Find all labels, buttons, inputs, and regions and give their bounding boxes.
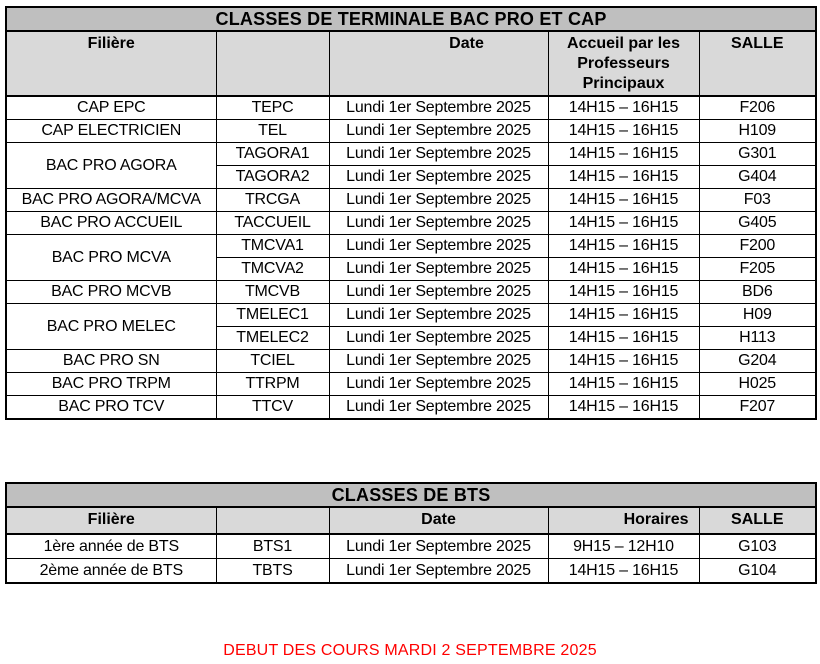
filiere-cell: BAC PRO MELEC xyxy=(6,304,216,350)
horaire-cell: 14H15 – 16H15 xyxy=(548,396,699,420)
start-of-classes-note: DEBUT DES COURS MARDI 2 SEPTEMBRE 2025 xyxy=(223,642,597,659)
filiere-cell: BAC PRO MCVA xyxy=(6,235,216,281)
code-cell: TMELEC1 xyxy=(216,304,329,327)
horaire-cell: 14H15 – 16H15 xyxy=(548,96,699,120)
code-cell: TBTS xyxy=(216,559,329,584)
horaire-cell: 14H15 – 16H15 xyxy=(548,143,699,166)
horaire-cell: 14H15 – 16H15 xyxy=(548,304,699,327)
date-cell: Lundi 1er Septembre 2025 xyxy=(329,143,548,166)
horaire-cell: 14H15 – 16H15 xyxy=(548,373,699,396)
date-cell: Lundi 1er Septembre 2025 xyxy=(329,396,548,420)
horaire-cell: 14H15 – 16H15 xyxy=(548,258,699,281)
code-cell: TMCVA2 xyxy=(216,258,329,281)
horaire-cell: 14H15 – 16H15 xyxy=(548,281,699,304)
table-title: CLASSES DE BTS xyxy=(6,483,816,507)
filiere-cell: BAC PRO AGORA/MCVA xyxy=(6,189,216,212)
date-cell: Lundi 1er Septembre 2025 xyxy=(329,534,548,559)
salle-cell: G204 xyxy=(699,350,816,373)
date-cell: Lundi 1er Septembre 2025 xyxy=(329,189,548,212)
code-cell: TTCV xyxy=(216,396,329,420)
table-row xyxy=(6,189,816,212)
date-cell: Lundi 1er Septembre 2025 xyxy=(329,96,548,120)
horaire-cell: 9H15 – 12H10 xyxy=(548,534,699,559)
horaire-cell: 14H15 – 16H15 xyxy=(548,350,699,373)
code-cell: TMCVA1 xyxy=(216,235,329,258)
code-cell: TEPC xyxy=(216,96,329,120)
code-cell: TMCVB xyxy=(216,281,329,304)
filiere-cell: BAC PRO ACCUEIL xyxy=(6,212,216,235)
table-row xyxy=(6,96,816,120)
date-cell: Lundi 1er Septembre 2025 xyxy=(329,559,548,584)
horaire-cell: 14H15 – 16H15 xyxy=(548,327,699,350)
column-header-accueil: Accueil par les Professeurs Principaux xyxy=(548,31,699,96)
code-cell: TEL xyxy=(216,120,329,143)
salle-cell: F207 xyxy=(699,396,816,420)
date-cell: Lundi 1er Septembre 2025 xyxy=(329,327,548,350)
date-cell: Lundi 1er Septembre 2025 xyxy=(329,212,548,235)
filiere-cell: BAC PRO MCVB xyxy=(6,281,216,304)
column-header-salle: SALLE xyxy=(699,31,816,96)
code-cell: TTRPM xyxy=(216,373,329,396)
column-header-horaires: Horaires xyxy=(548,507,699,534)
table-title-row xyxy=(6,7,816,31)
filiere-cell: 2ème année de BTS xyxy=(6,559,216,584)
table-row xyxy=(6,281,816,304)
horaire-cell: 14H15 – 16H15 xyxy=(548,212,699,235)
filiere-cell: CAP EPC xyxy=(6,96,216,120)
salle-cell: G301 xyxy=(699,143,816,166)
filiere-cell: BAC PRO SN xyxy=(6,350,216,373)
date-cell: Lundi 1er Septembre 2025 xyxy=(329,373,548,396)
table-title-row xyxy=(6,483,816,507)
table-row xyxy=(6,304,816,327)
date-cell: Lundi 1er Septembre 2025 xyxy=(329,258,548,281)
date-cell: Lundi 1er Septembre 2025 xyxy=(329,235,548,258)
salle-cell: H109 xyxy=(699,120,816,143)
table-row xyxy=(6,120,816,143)
horaire-cell: 14H15 – 16H15 xyxy=(548,559,699,584)
salle-cell: F200 xyxy=(699,235,816,258)
filiere-cell: 1ère année de BTS xyxy=(6,534,216,559)
column-header-date: Date xyxy=(329,507,548,534)
table-row xyxy=(6,534,816,559)
salle-cell: H025 xyxy=(699,373,816,396)
salle-cell: G405 xyxy=(699,212,816,235)
salle-cell: F205 xyxy=(699,258,816,281)
salle-cell: H09 xyxy=(699,304,816,327)
code-cell: BTS1 xyxy=(216,534,329,559)
code-cell: TRCGA xyxy=(216,189,329,212)
bts-table xyxy=(5,482,817,584)
table-row xyxy=(6,373,816,396)
table-title: CLASSES DE TERMINALE BAC PRO ET CAP xyxy=(6,7,816,31)
salle-cell: H113 xyxy=(699,327,816,350)
filiere-cell: BAC PRO TRPM xyxy=(6,373,216,396)
table-row xyxy=(6,396,816,420)
column-header-filiere: Filière xyxy=(6,507,216,534)
table-row xyxy=(6,143,816,166)
code-cell: TCIEL xyxy=(216,350,329,373)
column-header-date: Date xyxy=(329,31,548,96)
code-cell: TMELEC2 xyxy=(216,327,329,350)
salle-cell: G104 xyxy=(699,559,816,584)
table-row xyxy=(6,235,816,258)
horaire-cell: 14H15 – 16H15 xyxy=(548,166,699,189)
salle-cell: G404 xyxy=(699,166,816,189)
horaire-cell: 14H15 – 16H15 xyxy=(548,120,699,143)
code-cell: TAGORA1 xyxy=(216,143,329,166)
table-header-row xyxy=(6,507,816,534)
filiere-cell: BAC PRO TCV xyxy=(6,396,216,420)
column-header-code xyxy=(216,31,329,96)
table-row xyxy=(6,559,816,584)
date-cell: Lundi 1er Septembre 2025 xyxy=(329,166,548,189)
table-row xyxy=(6,212,816,235)
date-cell: Lundi 1er Septembre 2025 xyxy=(329,304,548,327)
salle-cell: BD6 xyxy=(699,281,816,304)
column-header-filiere: Filière xyxy=(6,31,216,96)
code-cell: TAGORA2 xyxy=(216,166,329,189)
horaire-cell: 14H15 – 16H15 xyxy=(548,189,699,212)
filiere-cell: CAP ELECTRICIEN xyxy=(6,120,216,143)
date-cell: Lundi 1er Septembre 2025 xyxy=(329,120,548,143)
bac-pro-cap-table xyxy=(5,6,817,420)
column-header-code xyxy=(216,507,329,534)
date-cell: Lundi 1er Septembre 2025 xyxy=(329,350,548,373)
salle-cell: F03 xyxy=(699,189,816,212)
salle-cell: F206 xyxy=(699,96,816,120)
table-header-row xyxy=(6,31,816,96)
column-header-salle: SALLE xyxy=(699,507,816,534)
date-cell: Lundi 1er Septembre 2025 xyxy=(329,281,548,304)
horaire-cell: 14H15 – 16H15 xyxy=(548,235,699,258)
table-row xyxy=(6,350,816,373)
code-cell: TACCUEIL xyxy=(216,212,329,235)
filiere-cell: BAC PRO AGORA xyxy=(6,143,216,189)
salle-cell: G103 xyxy=(699,534,816,559)
